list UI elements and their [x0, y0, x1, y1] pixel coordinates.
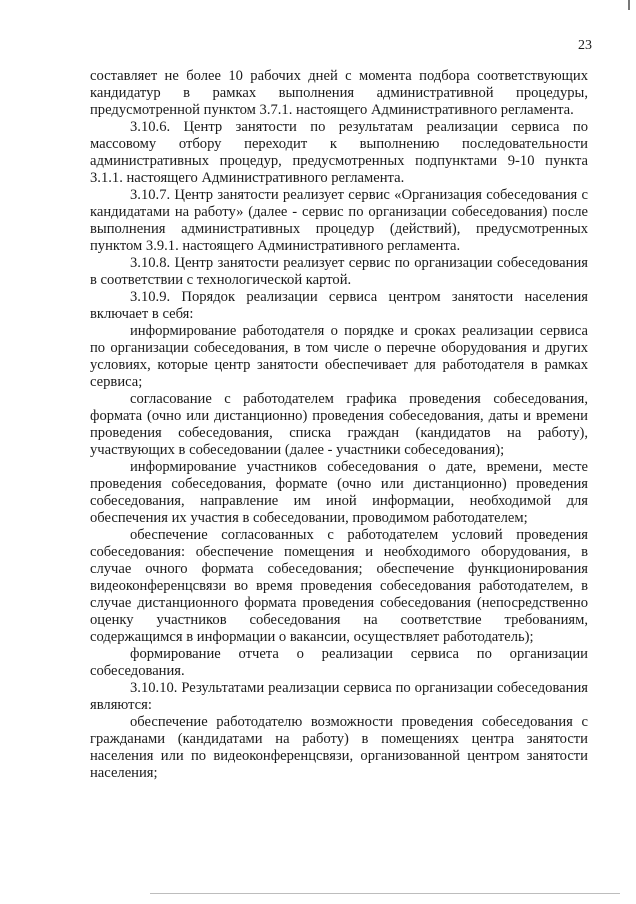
- paragraph-list-item: информирование участников собеседования о дате, времени, месте проведения собеседования, формате (очно или дистанционно) проведения собеседования, направление им иной информации, необходимой для обеспечения их участия в собеседовании, проводимом работодателем;: [90, 459, 588, 526]
- paragraph-continuation: составляет не более 10 рабочих дней с момента подбора соответствующих кандидатур в рамках выполнения административной процедуры, предусмотренной пунктом 3.7.1. настоящего Административного регламента.: [90, 68, 588, 118]
- paragraph-clause-3-10-10: 3.10.10. Результатами реализации сервиса по организации собеседования являются:: [90, 680, 588, 713]
- scan-artifact-line: [150, 893, 620, 894]
- paragraph-clause-3-10-8: 3.10.8. Центр занятости реализует сервис по организации собеседования в соответствии с технологической картой.: [90, 255, 588, 288]
- document-body: [90, 68, 588, 782]
- paragraph-clause-3-10-9: 3.10.9. Порядок реализации сервиса центром занятости населения включает в себя:: [90, 289, 588, 322]
- scan-artifact-mark: [628, 0, 630, 10]
- paragraph-list-item: обеспечение работодателю возможности проведения собеседования с гражданами (кандидатами на работу) в помещениях центра занятости населения или по видеоконференцсвязи, организованной центром занятости населения;: [90, 714, 588, 781]
- paragraph-list-item: формирование отчета о реализации сервиса по организации собеседования.: [90, 646, 588, 679]
- paragraph-list-item: согласование с работодателем графика проведения собеседования, формата (очно или дистанционно) проведения собеседования, даты и времени проведения собеседования, списка граждан (кандидатов на работу), участвующих в собеседовании (далее - участники собеседования);: [90, 391, 588, 458]
- paragraph-list-item: обеспечение согласованных с работодателем условий проведения собеседования: обеспечение помещения и необходимого оборудования, в случае очного формата собеседования; обеспечение функционирования видеоконференцсвязи во время проведения собеседования работодателем, в случае дистанционного формата проведения собеседования (непосредственно оценку участников собеседования на соответствие требованиям, содержащимся в информации о вакансии, осуществляет работодатель);: [90, 527, 588, 645]
- paragraph-list-item: информирование работодателя о порядке и сроках реализации сервиса по организации собеседования, в том числе о перечне оборудования и других условиях, которые центр занятости обеспечивает для работодателя в рамках сервиса;: [90, 323, 588, 390]
- paragraph-clause-3-10-7: 3.10.7. Центр занятости реализует сервис «Организация собеседования с кандидатами на работу» (далее - сервис по организации собеседования) после выполнения административных процедур (действий), предусмотренных пунктом 3.9.1. настоящего Административного регламента.: [90, 187, 588, 254]
- page-number: 23: [578, 38, 592, 53]
- paragraph-clause-3-10-6: 3.10.6. Центр занятости по результатам реализации сервиса по массовому отбору переходит к выполнению последовательности административных процедур, предусмотренных подпунктами 9-10 пункта 3.1.1. настоящего Административного регламента.: [90, 119, 588, 186]
